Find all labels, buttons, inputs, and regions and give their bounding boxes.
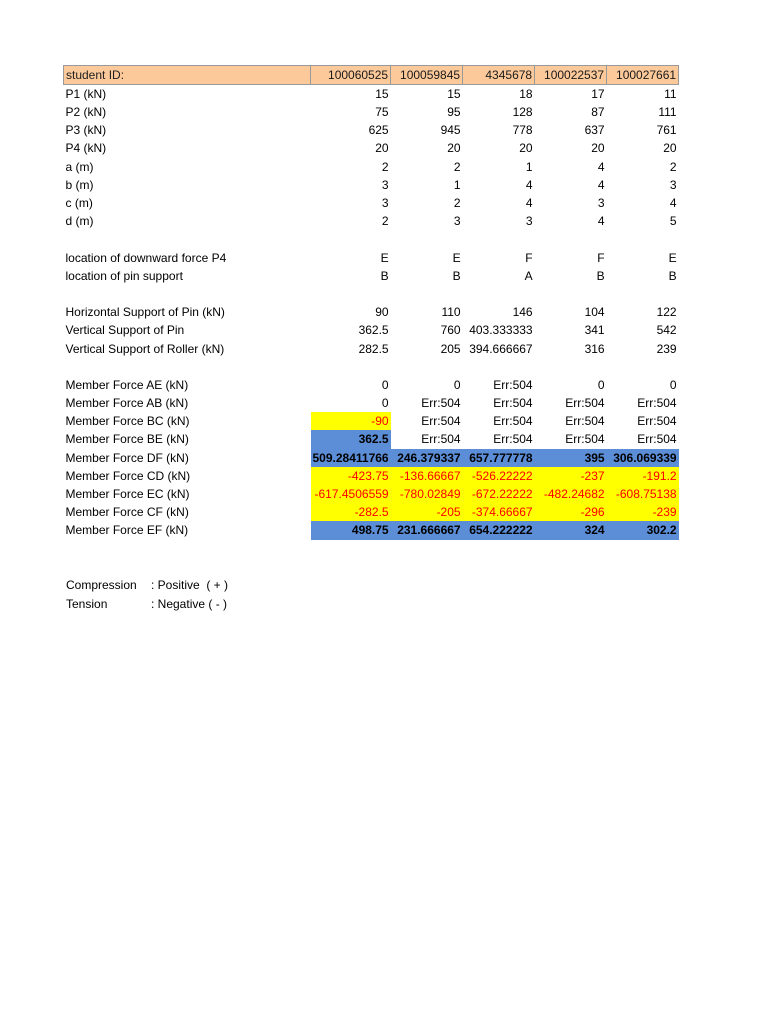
value-cell[interactable]: 15 <box>447 87 461 101</box>
table-row <box>64 139 679 157</box>
value-cell[interactable]: 3 <box>525 214 533 229</box>
table-row <box>64 194 679 212</box>
value-cell[interactable]: 4 <box>669 196 677 211</box>
student-id-cell[interactable]: 4345678 <box>463 66 535 85</box>
value-cell[interactable]: 362.5 <box>358 323 389 338</box>
value-cell[interactable]: 20 <box>591 141 605 156</box>
value-cell[interactable]: -482.24682 <box>535 485 607 503</box>
row-label[interactable]: Member Force EF (kN) <box>65 523 189 538</box>
table-row <box>64 121 679 139</box>
value-cell[interactable]: 4 <box>597 177 605 192</box>
value-cell[interactable]: B <box>380 268 389 283</box>
value-cell[interactable]: -237 <box>535 467 607 485</box>
value-cell[interactable]: 20 <box>519 141 533 156</box>
note-compression[interactable] <box>66 576 228 595</box>
table-row <box>64 503 679 521</box>
value-cell[interactable]: 2 <box>669 159 677 174</box>
value-cell[interactable]: B <box>668 268 677 283</box>
table-row <box>64 212 679 230</box>
value-cell[interactable]: 654.222222 <box>463 521 535 539</box>
value-cell[interactable]: -239 <box>607 503 679 521</box>
value-cell[interactable]: 239 <box>656 341 677 356</box>
value-cell[interactable]: 394.666667 <box>469 341 533 356</box>
row-label[interactable]: Member Force BE (kN) <box>65 432 189 447</box>
value-cell[interactable]: 778 <box>512 123 533 138</box>
value-cell[interactable]: 4 <box>597 214 605 229</box>
value-cell[interactable]: -672.22222 <box>463 485 535 503</box>
value-cell[interactable]: 542 <box>656 323 677 338</box>
note-tension[interactable] <box>66 595 228 614</box>
value-cell[interactable]: 4 <box>597 159 605 174</box>
value-cell[interactable]: 282.5 <box>358 341 389 356</box>
table-row <box>64 249 679 267</box>
value-cell[interactable]: 403.333333 <box>469 323 533 338</box>
table-row <box>64 430 679 448</box>
value-cell[interactable]: 0 <box>381 377 389 392</box>
table-row <box>64 467 679 485</box>
value-cell[interactable]: 1 <box>525 159 533 174</box>
note-key: Compression <box>66 578 137 592</box>
value-cell[interactable]: -205 <box>391 503 463 521</box>
value-cell[interactable]: 498.75 <box>311 521 391 539</box>
value-cell[interactable]: Err:504 <box>565 414 605 429</box>
value-cell[interactable]: -296 <box>535 503 607 521</box>
table-row <box>64 176 679 194</box>
value-cell[interactable]: Err:504 <box>637 414 677 429</box>
value-cell[interactable]: E <box>668 250 677 265</box>
value-cell[interactable]: 3 <box>453 214 461 229</box>
row-label[interactable]: a (m) <box>65 159 94 174</box>
row-label[interactable]: c (m) <box>65 196 93 211</box>
value-cell[interactable]: 5 <box>669 214 677 229</box>
value-cell[interactable]: 75 <box>375 105 389 120</box>
row-label[interactable]: Member Force AB (kN) <box>65 396 189 411</box>
value-cell[interactable]: 761 <box>656 123 677 138</box>
value-cell[interactable]: 205 <box>440 341 461 356</box>
value-cell[interactable]: F <box>525 250 533 265</box>
row-label[interactable]: Member Force EC (kN) <box>65 487 190 502</box>
row-label[interactable]: location of pin support <box>65 268 183 283</box>
empty-cell[interactable] <box>64 285 679 303</box>
table-row <box>64 267 679 285</box>
value-cell[interactable]: 111 <box>658 105 677 120</box>
value-cell[interactable]: -608.75138 <box>607 485 679 503</box>
value-cell[interactable]: B <box>596 268 605 283</box>
value-cell[interactable]: 18 <box>519 87 533 101</box>
value-cell[interactable]: 0 <box>453 377 461 392</box>
value-cell[interactable]: 146 <box>512 305 533 320</box>
row-label[interactable]: Member Force BC (kN) <box>65 414 190 429</box>
value-cell[interactable]: 15 <box>375 87 389 101</box>
table-row <box>64 103 679 121</box>
table-row <box>64 376 679 394</box>
value-cell[interactable]: 87 <box>591 105 605 120</box>
row-label[interactable]: Member Force CD (kN) <box>65 468 191 483</box>
value-cell[interactable]: -780.02849 <box>391 485 463 503</box>
row-label[interactable]: Member Force CF (kN) <box>65 505 189 520</box>
value-cell[interactable]: 4 <box>525 196 533 211</box>
value-cell[interactable]: 2 <box>453 196 461 211</box>
value-cell[interactable]: F <box>597 250 605 265</box>
value-cell[interactable]: 302.2 <box>607 521 679 539</box>
sign-convention-notes <box>66 576 228 614</box>
value-cell[interactable]: 3 <box>381 196 389 211</box>
table-row <box>64 412 679 430</box>
value-cell[interactable]: 128 <box>512 105 533 120</box>
value-cell[interactable]: -617.4506559 <box>311 485 391 503</box>
empty-cell[interactable] <box>64 230 679 248</box>
header-row <box>64 66 679 85</box>
value-cell[interactable]: Err:504 <box>565 432 605 447</box>
value-cell[interactable]: 3 <box>381 177 389 192</box>
table-row <box>64 394 679 412</box>
value-cell[interactable]: -423.75 <box>311 467 391 485</box>
value-cell[interactable]: -136.66667 <box>391 467 463 485</box>
value-cell[interactable]: 306.069339 <box>607 449 679 467</box>
value-cell[interactable]: 2 <box>453 159 461 174</box>
student-id-cell[interactable]: 100059845 <box>391 66 463 85</box>
value-cell[interactable]: E <box>452 250 461 265</box>
table-row <box>64 321 679 339</box>
value-cell[interactable]: 104 <box>584 305 605 320</box>
empty-row <box>64 358 679 376</box>
value-cell[interactable]: 20 <box>447 141 461 156</box>
value-cell[interactable]: 246.379337 <box>391 449 463 467</box>
value-cell[interactable]: Err:504 <box>637 396 677 411</box>
value-cell[interactable]: -526.22222 <box>463 467 535 485</box>
row-label[interactable]: P2 (kN) <box>65 105 107 120</box>
value-cell[interactable]: 395 <box>535 449 607 467</box>
row-label[interactable]: Member Force AE (kN) <box>65 377 189 392</box>
value-cell[interactable]: 11 <box>664 87 677 101</box>
row-label[interactable]: Member Force DF (kN) <box>65 450 189 465</box>
value-cell[interactable]: 945 <box>440 123 461 138</box>
value-cell[interactable]: 3 <box>669 177 677 192</box>
value-cell[interactable]: 1 <box>453 177 461 192</box>
value-cell[interactable]: A <box>524 268 533 283</box>
value-cell[interactable]: B <box>452 268 461 283</box>
value-cell[interactable]: 122 <box>656 305 677 320</box>
note-text: : Positive ( + ) <box>151 578 229 592</box>
value-cell[interactable]: 17 <box>591 87 605 101</box>
value-cell[interactable]: 0 <box>597 377 605 392</box>
value-cell[interactable]: 20 <box>375 141 389 156</box>
empty-row <box>64 285 679 303</box>
row-label[interactable]: Horizontal Support of Pin (kN) <box>65 305 225 320</box>
row-label[interactable]: P3 (kN) <box>65 123 107 138</box>
value-cell[interactable]: 110 <box>441 305 461 320</box>
empty-cell[interactable] <box>64 358 679 376</box>
value-cell[interactable]: Err:504 <box>565 396 605 411</box>
value-cell[interactable]: 657.777778 <box>463 449 535 467</box>
row-label[interactable]: P4 (kN) <box>65 141 107 156</box>
value-cell[interactable]: -374.66667 <box>463 503 535 521</box>
value-cell[interactable]: 231.666667 <box>391 521 463 539</box>
table-row <box>64 303 679 321</box>
value-cell[interactable]: E <box>380 250 389 265</box>
row-label[interactable]: location of downward force P4 <box>65 250 227 265</box>
value-cell[interactable]: 3 <box>597 196 605 211</box>
value-cell[interactable]: Err:504 <box>493 377 533 392</box>
value-cell[interactable]: 20 <box>663 141 677 156</box>
student-id-cell[interactable]: 100060525 <box>311 66 391 85</box>
table-row <box>64 158 679 176</box>
value-cell[interactable]: 509.28411766 <box>311 449 391 467</box>
header-label[interactable]: student ID: <box>64 66 311 85</box>
note-key: Tension <box>66 597 108 611</box>
value-cell[interactable]: 0 <box>381 396 389 411</box>
value-cell[interactable]: Err:504 <box>637 432 677 447</box>
value-cell[interactable]: Err:504 <box>493 432 533 447</box>
note-text: : Negative ( - ) <box>151 597 228 611</box>
value-cell[interactable]: 2 <box>381 214 389 229</box>
student-id-cell[interactable]: 100022537 <box>535 66 607 85</box>
value-cell[interactable]: -90 <box>311 412 391 430</box>
value-cell[interactable]: -282.5 <box>311 503 391 521</box>
value-cell[interactable]: 341 <box>584 323 605 338</box>
table-row <box>64 85 679 104</box>
value-cell[interactable]: 637 <box>584 123 605 138</box>
value-cell[interactable]: Err:504 <box>493 414 533 429</box>
value-cell[interactable]: 95 <box>447 105 461 120</box>
empty-row <box>64 230 679 248</box>
value-cell[interactable]: Err:504 <box>421 414 461 429</box>
row-label[interactable]: b (m) <box>65 177 94 192</box>
value-cell[interactable]: 2 <box>381 159 389 174</box>
value-cell[interactable]: 760 <box>440 323 461 338</box>
value-cell[interactable]: Err:504 <box>493 396 533 411</box>
value-cell[interactable]: 4 <box>525 177 533 192</box>
value-cell[interactable]: 0 <box>669 377 677 392</box>
table-row <box>64 485 679 503</box>
value-cell[interactable]: 362.5 <box>311 430 391 448</box>
spreadsheet-table <box>63 65 679 540</box>
row-label[interactable]: P1 (kN) <box>65 87 107 101</box>
row-label[interactable]: Vertical Support of Pin <box>65 323 185 338</box>
value-cell[interactable]: Err:504 <box>421 432 461 447</box>
table-row <box>64 339 679 357</box>
value-cell[interactable]: 90 <box>375 305 389 320</box>
row-label[interactable]: d (m) <box>65 214 94 229</box>
value-cell[interactable]: 625 <box>368 123 389 138</box>
row-label[interactable]: Vertical Support of Roller (kN) <box>65 341 225 356</box>
value-cell[interactable]: 316 <box>584 341 605 356</box>
table-row <box>64 449 679 467</box>
value-cell[interactable]: -191.2 <box>607 467 679 485</box>
student-id-cell[interactable]: 100027661 <box>607 66 679 85</box>
table-row <box>64 521 679 539</box>
value-cell[interactable]: Err:504 <box>421 396 461 411</box>
value-cell[interactable]: 324 <box>535 521 607 539</box>
